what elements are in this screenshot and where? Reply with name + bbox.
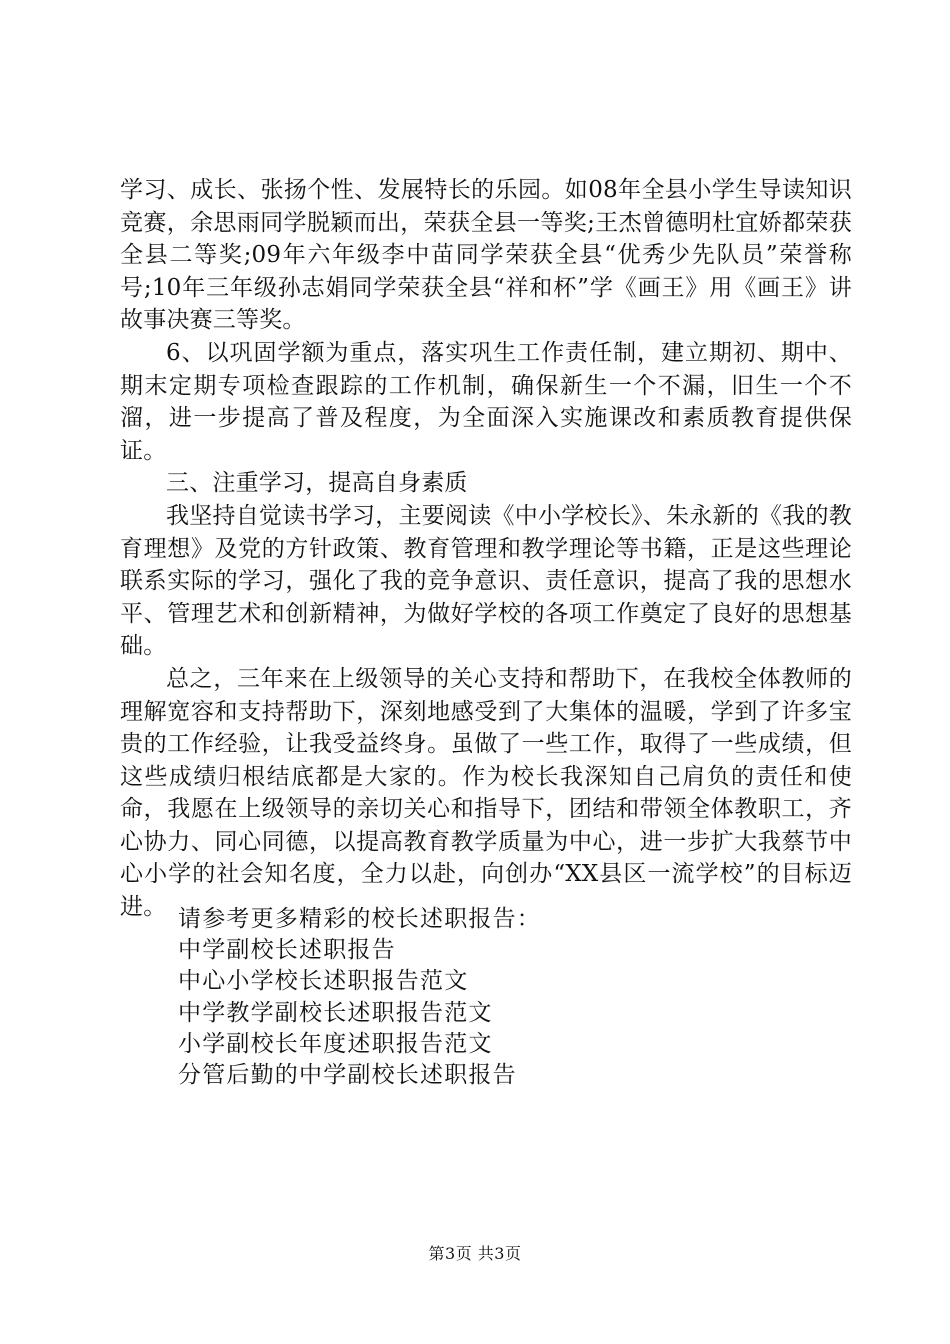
related-reports bbox=[178, 904, 778, 1091]
related-report-link[interactable]: 中心小学校长述职报告范文 bbox=[178, 968, 469, 995]
related-report-link[interactable]: 中学教学副校长述职报告范文 bbox=[178, 999, 493, 1026]
related-report-link[interactable]: 小学副校长年度述职报告范文 bbox=[178, 1030, 493, 1057]
paragraph-enrollment: 6、以巩固学额为重点，落实巩生工作责任制，建立期初、期中、期末定期专项检查跟踪的工作机制，确保新生一个不漏，旧生一个不溜，进一步提高了普及程度，为全面深入实施课改和素质教育提供保证。 bbox=[120, 339, 852, 464]
related-reports-intro: 请参考更多精彩的校长述职报告： bbox=[178, 906, 541, 932]
paragraph-conclusion: 总之，三年来在上级领导的关心支持和帮助下，在我校全体教师的理解宽容和支持帮助下，深刻地感受到了大集体的温暖，学到了许多宝贵的工作经验，让我受益终身。虽做了一些工作，取得了一些成绩，但这些成绩归根结底都是大家的。作为校长我深知自己肩负的责任和使命，我愿在上级领导的亲切关心和指导下，团结和带领全体教职工，齐心协力、同心同德，以提高教育教学质量为中心，进一步扩大我蔡节中心小学的社会知名度，全力以赴，向创办“XX县区一流学校”的目标迈进。 bbox=[120, 665, 852, 921]
section-heading-study: 三、注重学习，提高自身素质 bbox=[166, 470, 468, 497]
related-report-link[interactable]: 分管后勤的中学副校长述职报告 bbox=[178, 1062, 517, 1089]
related-report-link[interactable]: 中学副校长述职报告 bbox=[178, 937, 396, 964]
document-body bbox=[120, 174, 852, 924]
page-number-footer: 第3页 共3页 bbox=[428, 1244, 522, 1263]
paragraph-reading: 我坚持自觉读书学习，主要阅读《中小学校长》、朱永新的《我的教育理想》及党的方针政策、教育管理和教学理论等书籍，正是这些理论联系实际的学习，强化了我的竞争意识、责任意识，提高了我的思想水平、管理艺术和创新精神，为做好学校的各项工作奠定了良好的思想基础。 bbox=[120, 502, 852, 660]
paragraph-awards: 学习、成长、张扬个性、发展特长的乐园。如08年全县小学生导读知识竞赛，余思雨同学脱颖而出，荣获全县一等奖;王杰曾德明杜宜娇都荣获全县二等奖;09年六年级李中苗同学荣获全县“优秀少先队员”荣誉称号;10年三年级孙志娟同学荣获全县“祥和杯”学《画王》用《画王》讲故事决赛三等奖。 bbox=[120, 177, 852, 334]
